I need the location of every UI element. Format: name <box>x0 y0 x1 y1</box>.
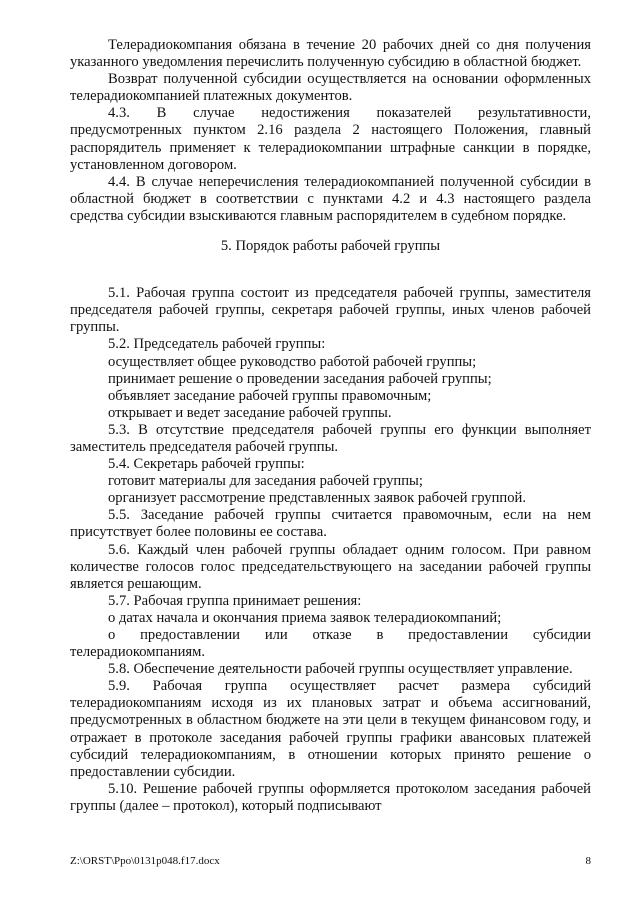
section-paragraph: о предоставлении или отказе в предоставлении субсидии телерадиокомпаниям. <box>70 627 591 661</box>
section-paragraph: 5.6. Каждый член рабочей группы обладает одним голосом. При равном количестве голосов голос председательствующего на заседании рабочей группы является решающим. <box>70 541 591 592</box>
section-paragraph: 5.8. Обеспечение деятельности рабочей группы осуществляет управление. <box>108 661 573 678</box>
section-heading: 5. Порядок работы рабочей группы <box>220 238 441 255</box>
section-paragraph: 5.2. Председатель рабочей группы: <box>108 336 326 353</box>
section-paragraph: готовит материалы для заседания рабочей группы; <box>108 473 423 490</box>
section-paragraph: 5.4. Секретарь рабочей группы: <box>108 456 305 473</box>
paragraph: 4.4. В случае неперечисления телерадиокомпанией полученной субсидии в областной бюджет в соответствии с пунктами 4.2 и 4.3 настоящего раздела средства субсидии взыскиваются главным распорядителем в судебном порядке. <box>70 173 591 224</box>
paragraph: Телерадиокомпания обязана в течение 20 рабочих дней со дня получения указанного уведомления перечислить полученную субсидию в областной бюджет. <box>70 37 591 71</box>
section-paragraph: принимает решение о проведении заседания рабочей группы; <box>108 370 492 387</box>
section-paragraph: 5.1. Рабочая группа состоит из председателя рабочей группы, заместителя председателя рабочей группы, секретаря рабочей группы, иных членов рабочей группы. <box>70 285 591 336</box>
page-number: 8 <box>585 855 591 867</box>
section-paragraph: объявляет заседание рабочей группы правомочным; <box>108 387 432 404</box>
section-paragraph: 5.10. Решение рабочей группы оформляется протоколом заседания рабочей группы (далее – протокол), который подписывают <box>70 780 591 814</box>
document-body <box>70 37 591 815</box>
section-paragraph: о датах начала и окончания приема заявок телерадиокомпаний; <box>108 609 502 626</box>
page-footer <box>70 855 591 867</box>
footer-file-path: Z:\ORST\Ppo\0131p048.f17.docx <box>70 855 220 867</box>
section-paragraph: 5.3. В отсутствие председателя рабочей группы его функции выполняет заместитель председателя рабочей группы. <box>70 421 591 455</box>
section-paragraph: 5.5. Заседание рабочей группы считается правомочным, если на нем присутствует более половины ее состава. <box>70 507 591 541</box>
paragraph: Возврат полученной субсидии осуществляется на основании оформленных телерадиокомпанией платежных документов. <box>70 71 591 105</box>
paragraph: 4.3. В случае недостижения показателей результативности, предусмотренных пунктом 2.16 раздела 2 настоящего Положения, главный распорядитель применяет к телерадиокомпании штрафные санкции в порядке, установленном договором. <box>70 105 591 173</box>
section-body <box>70 285 591 815</box>
section-paragraph: 5.9. Рабочая группа осуществляет расчет размера субсидий телерадиокомпаниям исходя из их плановых затрат и объема ассигнований, предусмотренных в областном бюджете на эти цели в текущем финансовом году, и отражает в протоколе заседания рабочей группы графики авансовых платежей субсидий телерадиокомпаниям, в отношении которых принято решение о предоставлении субсидии. <box>70 678 591 780</box>
section-paragraph: открывает и ведет заседание рабочей группы. <box>108 404 392 421</box>
section-paragraph: осуществляет общее руководство работой рабочей группы; <box>108 353 477 370</box>
section-paragraph: организует рассмотрение представленных заявок рабочей группой. <box>108 490 526 507</box>
section-paragraph: 5.7. Рабочая группа принимает решения: <box>108 592 362 609</box>
